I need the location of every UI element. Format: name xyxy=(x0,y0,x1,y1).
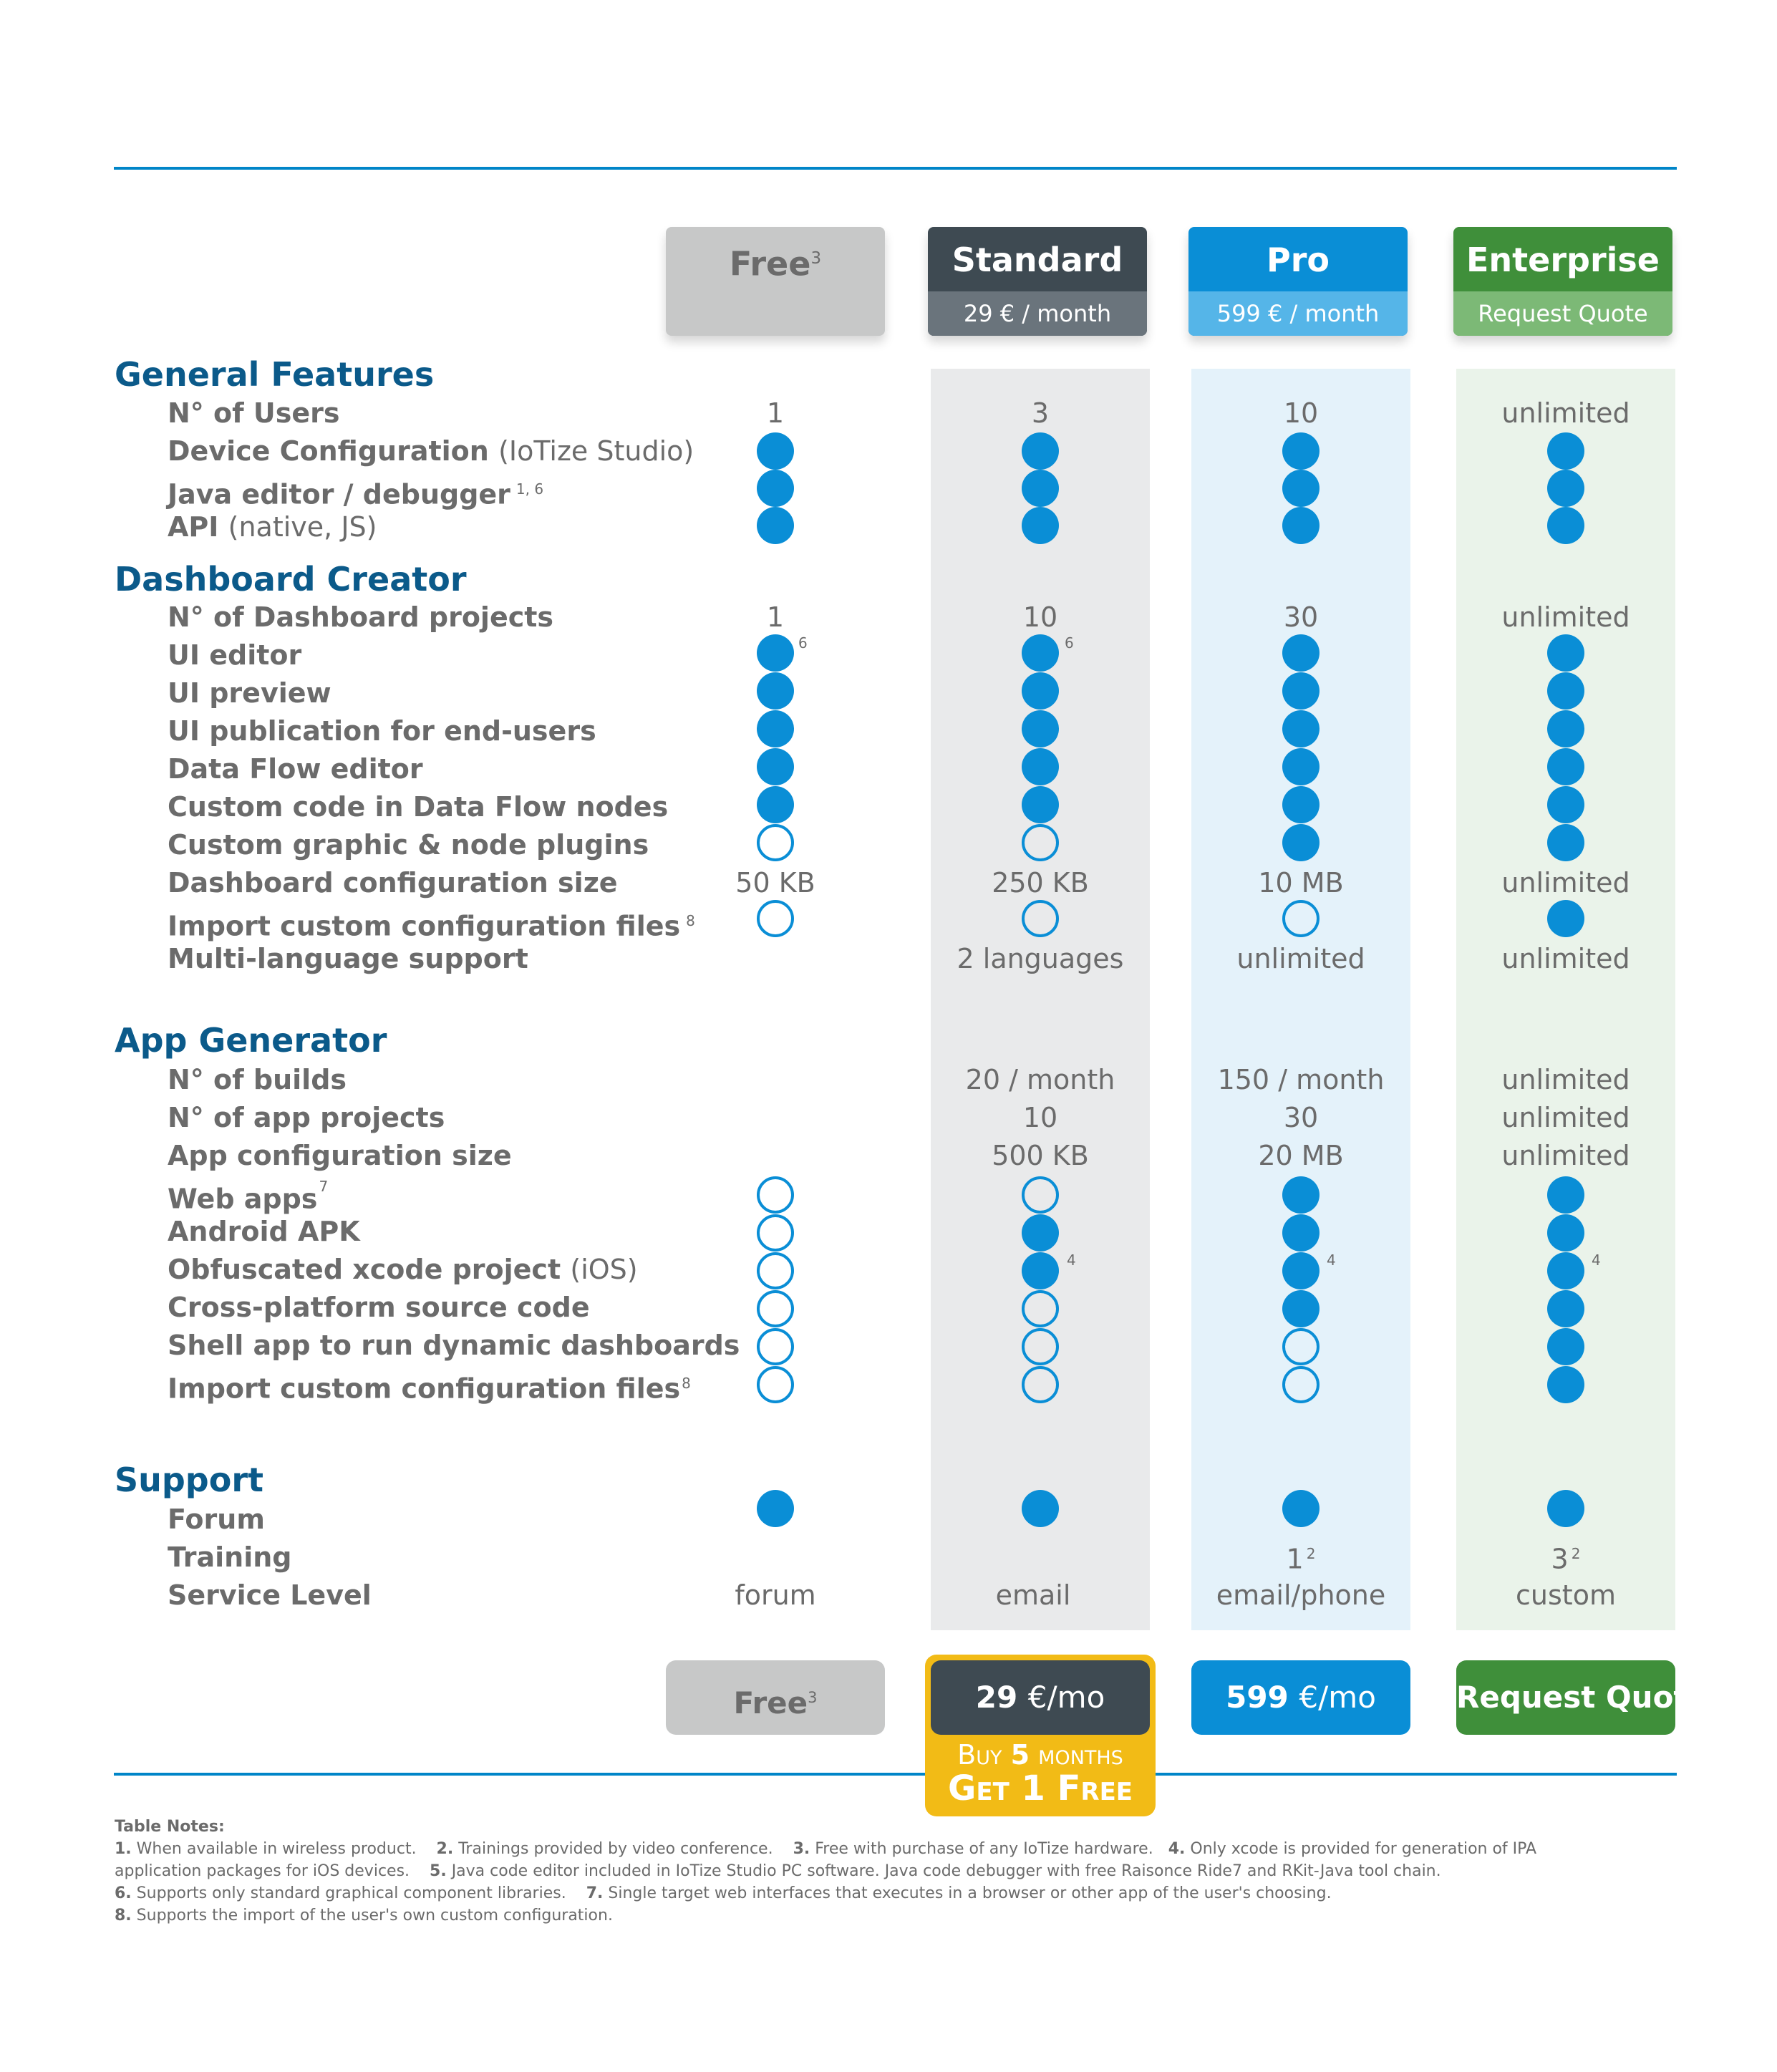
empty-circle-icon xyxy=(757,1366,794,1403)
check-icon xyxy=(757,507,794,544)
label-import-app: Import custom configuration files $^8$ xyxy=(168,1373,691,1405)
check-icon xyxy=(1547,900,1584,937)
check-icon xyxy=(1282,432,1320,470)
request-quote-button[interactable]: Request Quote xyxy=(1456,1660,1675,1735)
check-icon xyxy=(1022,507,1059,544)
check-icon xyxy=(1022,634,1059,672)
service-free: forum xyxy=(735,1579,816,1611)
plan-name-standard: Standard xyxy=(952,241,1123,279)
check-icon xyxy=(1547,507,1584,544)
check-icon xyxy=(1282,672,1320,710)
plan-price-pro: 599 € / month xyxy=(1188,291,1408,336)
app-projects-enterprise: unlimited xyxy=(1501,1102,1630,1133)
app-size-enterprise: unlimited xyxy=(1501,1140,1630,1171)
check-icon xyxy=(1282,1214,1320,1252)
dash-size-enterprise: unlimited xyxy=(1501,867,1630,899)
check-icon xyxy=(757,634,794,672)
section-dashboard-creator: Dashboard Creator xyxy=(115,560,467,599)
check-icon xyxy=(1282,507,1320,544)
empty-circle-icon xyxy=(1022,900,1059,937)
plan-price-standard: 29 € / month xyxy=(928,291,1147,336)
dash-projects-pro: 30 xyxy=(1283,601,1319,633)
table-notes-line-3: 6. Supports only standard graphical component libraries. 7. Single target web interfaces that executes in a browser or other app of the user's choosing. xyxy=(115,1884,1332,1902)
bottom-rule xyxy=(114,1773,1677,1776)
check-icon xyxy=(1547,786,1584,823)
label-import-dash: Import custom configuration files $^8$ xyxy=(168,910,695,942)
check-icon xyxy=(1547,1490,1584,1527)
plan-header-standard xyxy=(928,227,1147,336)
empty-circle-icon xyxy=(1022,824,1059,861)
pro-column-bg xyxy=(1191,369,1410,1630)
table-notes-title: Table Notes: xyxy=(115,1818,225,1836)
plan-name-free: Free xyxy=(729,244,811,284)
empty-circle-icon xyxy=(757,1176,794,1214)
empty-circle-icon xyxy=(1022,1328,1059,1365)
footnote-6: 6 xyxy=(798,634,808,652)
standard-column-bg xyxy=(931,369,1150,1630)
check-icon xyxy=(1547,1214,1584,1252)
footnote-4: 4 xyxy=(1327,1252,1336,1269)
check-icon xyxy=(1022,1490,1059,1527)
multilang-enterprise: unlimited xyxy=(1501,943,1630,974)
empty-circle-icon xyxy=(1282,1328,1320,1365)
app-projects-pro: 30 xyxy=(1283,1102,1319,1133)
training-enterprise: 3 $^2$ xyxy=(1551,1543,1581,1575)
label-builds: N° of builds xyxy=(168,1064,347,1095)
check-icon xyxy=(1547,432,1584,470)
training-pro: 1 $^2$ xyxy=(1286,1543,1316,1575)
plan-name-enterprise: Enterprise xyxy=(1466,241,1660,279)
check-icon xyxy=(757,470,794,507)
dash-projects-free: 1 xyxy=(766,601,785,633)
app-size-standard: 500 KB xyxy=(992,1140,1089,1171)
label-users: N° of Users xyxy=(168,397,340,429)
plan-name-pro: Pro xyxy=(1266,241,1330,279)
dash-projects-standard: 10 xyxy=(1022,601,1058,633)
top-rule xyxy=(114,167,1677,170)
check-icon xyxy=(1282,786,1320,823)
standard-button[interactable]: 29 €/mo xyxy=(931,1660,1150,1735)
label-multilang: Multi-language support xyxy=(168,943,528,974)
promo-line-2: Get 1 Free xyxy=(947,1768,1133,1809)
label-android: Android APK xyxy=(168,1216,360,1247)
pro-button[interactable]: 599 €/mo xyxy=(1191,1660,1410,1735)
check-icon xyxy=(1282,470,1320,507)
check-icon xyxy=(1282,1252,1320,1289)
users-free: 1 xyxy=(766,397,785,429)
empty-circle-icon xyxy=(757,1290,794,1327)
table-notes-line-4: 8. Supports the import of the user's own custom configuration. xyxy=(115,1907,613,1925)
check-icon xyxy=(1547,1290,1584,1327)
empty-circle-icon xyxy=(757,1252,794,1289)
empty-circle-icon xyxy=(1022,1176,1059,1214)
label-service-level: Service Level xyxy=(168,1579,372,1611)
check-icon xyxy=(1022,786,1059,823)
check-icon xyxy=(757,432,794,470)
empty-circle-icon xyxy=(757,1214,794,1252)
plan-name-free-sup: 3 xyxy=(810,249,822,268)
check-icon xyxy=(757,786,794,823)
section-app-generator: App Generator xyxy=(115,1021,387,1060)
check-icon xyxy=(1022,1252,1059,1289)
users-pro: 10 xyxy=(1283,397,1319,429)
check-icon xyxy=(757,748,794,785)
check-icon xyxy=(1547,1176,1584,1214)
empty-circle-icon xyxy=(757,824,794,861)
section-general-features: General Features xyxy=(115,355,435,394)
label-web-apps: Web apps $^7$ xyxy=(168,1178,329,1215)
label-app-size: App configuration size xyxy=(168,1140,512,1171)
check-icon xyxy=(1282,634,1320,672)
empty-circle-icon xyxy=(1282,1366,1320,1403)
plan-header-pro xyxy=(1188,227,1408,336)
label-ui-publication: UI publication for end-users xyxy=(168,715,596,747)
check-icon xyxy=(1022,432,1059,470)
label-device-config: Device Configuration (IoTize Studio) xyxy=(168,435,694,467)
empty-circle-icon xyxy=(757,1328,794,1365)
label-dash-size: Dashboard configuration size xyxy=(168,867,618,899)
check-icon xyxy=(1547,634,1584,672)
plan-header-enterprise xyxy=(1453,227,1672,336)
table-notes-line-2: application packages for iOS devices. 5. Java code editor included in IoTize Studio PC software. Java code debugger with free Raisonce Ride7 and RKit-Java tool chain. xyxy=(115,1862,1441,1880)
enterprise-column-bg xyxy=(1456,369,1675,1630)
builds-pro: 150 / month xyxy=(1217,1064,1385,1095)
check-icon xyxy=(1547,1252,1584,1289)
label-ui-preview: UI preview xyxy=(168,677,331,709)
check-icon xyxy=(1547,672,1584,710)
label-forum: Forum xyxy=(168,1504,265,1535)
dash-size-pro: 10 MB xyxy=(1258,867,1344,899)
check-icon xyxy=(1022,1214,1059,1252)
builds-enterprise: unlimited xyxy=(1501,1064,1630,1095)
label-java: Java editor / debugger $^{1, 6}$ xyxy=(168,478,544,510)
section-support: Support xyxy=(115,1461,264,1499)
multilang-pro: unlimited xyxy=(1236,943,1365,974)
label-shell-app: Shell app to run dynamic dashboards xyxy=(168,1330,740,1361)
empty-circle-icon xyxy=(1282,900,1320,937)
table-notes-line-1: 1. When available in wireless product. 2. Trainings provided by video conference. 3. Free with purchase of any IoTize hardware. 4. Only xcode is provided for generation of IPA xyxy=(115,1840,1537,1858)
check-icon xyxy=(757,1490,794,1527)
check-icon xyxy=(1282,1490,1320,1527)
app-size-pro: 20 MB xyxy=(1258,1140,1344,1171)
check-icon xyxy=(1022,710,1059,747)
multilang-standard: 2 languages xyxy=(957,943,1124,974)
label-dash-projects: N° of Dashboard projects xyxy=(168,601,554,633)
check-icon xyxy=(1282,748,1320,785)
label-plugins: Custom graphic & node plugins xyxy=(168,829,649,861)
footnote-4: 4 xyxy=(1592,1252,1601,1269)
check-icon xyxy=(1022,748,1059,785)
promo-line-1: Buy 5 months xyxy=(957,1739,1123,1771)
label-training: Training xyxy=(168,1541,292,1573)
check-icon xyxy=(1022,470,1059,507)
label-custom-code: Custom code in Data Flow nodes xyxy=(168,791,669,823)
service-standard: email xyxy=(995,1579,1071,1611)
dash-size-standard: 250 KB xyxy=(992,867,1089,899)
dash-size-free: 50 KB xyxy=(735,867,815,899)
plan-request-enterprise: Request Quote xyxy=(1453,291,1672,336)
check-icon xyxy=(757,710,794,747)
empty-circle-icon xyxy=(757,900,794,937)
check-icon xyxy=(1282,824,1320,861)
app-projects-standard: 10 xyxy=(1022,1102,1058,1133)
check-icon xyxy=(1547,470,1584,507)
free-button[interactable]: Free$^3$ xyxy=(666,1660,885,1735)
check-icon xyxy=(1547,1328,1584,1365)
service-enterprise: custom xyxy=(1516,1579,1616,1611)
check-icon xyxy=(1282,1290,1320,1327)
footnote-4: 4 xyxy=(1067,1252,1076,1269)
empty-circle-icon xyxy=(1022,1290,1059,1327)
check-icon xyxy=(1547,824,1584,861)
service-pro: email/phone xyxy=(1216,1579,1386,1611)
check-icon xyxy=(1022,672,1059,710)
builds-standard: 20 / month xyxy=(965,1064,1115,1095)
check-icon xyxy=(1282,710,1320,747)
check-icon xyxy=(1282,1176,1320,1214)
plan-header-free xyxy=(666,227,885,336)
label-ui-editor: UI editor xyxy=(168,639,302,671)
check-icon xyxy=(1547,710,1584,747)
footnote-6: 6 xyxy=(1065,634,1074,652)
check-icon xyxy=(1547,748,1584,785)
label-dataflow: Data Flow editor xyxy=(168,753,423,785)
label-cross-platform: Cross-platform source code xyxy=(168,1292,590,1323)
check-icon xyxy=(757,672,794,710)
users-standard: 3 xyxy=(1031,397,1050,429)
dash-projects-enterprise: unlimited xyxy=(1501,601,1630,633)
label-api: API (native, JS) xyxy=(168,511,377,543)
users-enterprise: unlimited xyxy=(1501,397,1630,429)
label-xcode: Obfuscated xcode project (iOS) xyxy=(168,1254,638,1285)
check-icon xyxy=(1547,1366,1584,1403)
empty-circle-icon xyxy=(1022,1366,1059,1403)
label-app-projects: N° of app projects xyxy=(168,1102,445,1133)
